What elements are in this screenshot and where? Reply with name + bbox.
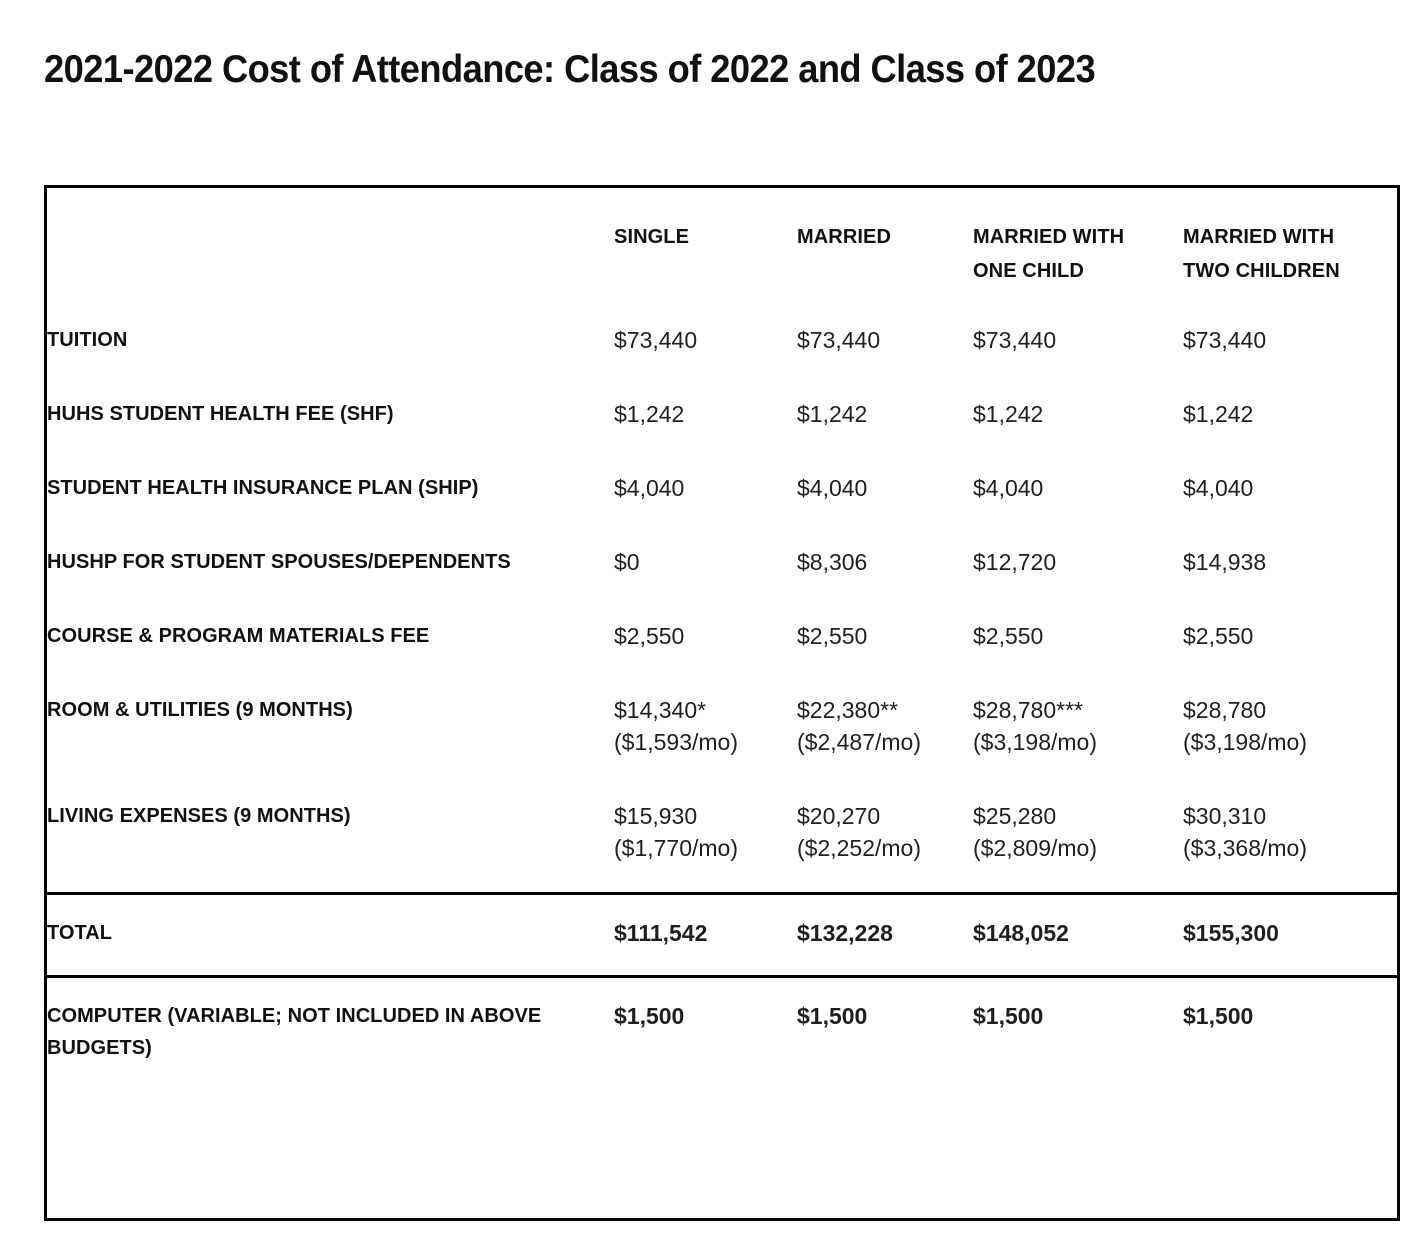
table-row	[47, 458, 1400, 532]
cell-value: $4,040	[1183, 475, 1254, 501]
cell-room-single	[614, 680, 797, 786]
cell-value: $30,310	[1183, 803, 1267, 829]
row-label-room-utilities: ROOM & UTILITIES (9 MONTHS)	[47, 699, 353, 721]
cell-value: $4,040	[614, 475, 685, 501]
cell-materials-married	[797, 606, 973, 680]
cell-subvalue: ($2,252/mo)	[797, 835, 922, 861]
cell-shf-married-two-children	[1183, 384, 1400, 458]
row-label-course-program-materials-fee: COURSE & PROGRAM MATERIALS FEE	[47, 625, 430, 647]
table-row	[47, 318, 1400, 384]
cell-value: $4,040	[973, 475, 1044, 501]
row-label-hushp-spouses-dependents: HUSHP FOR STUDENT SPOUSES/DEPENDENTS	[47, 551, 511, 573]
cell-value: $20,270	[797, 803, 881, 829]
table-row	[47, 680, 1400, 786]
cell-living-single	[614, 786, 797, 894]
cell-subvalue: ($2,809/mo)	[973, 835, 1098, 861]
cell-value: $8,306	[797, 549, 868, 575]
cell-value: $22,380**	[797, 697, 899, 723]
cell-hushp-married-one-child	[973, 532, 1183, 606]
cell-total-married-one-child: $148,052	[973, 894, 1183, 977]
cell-value: $1,242	[973, 401, 1044, 427]
cell-computer-single: $1,500	[614, 977, 797, 1095]
row-label-living-expenses: LIVING EXPENSES (9 MONTHS)	[47, 805, 351, 827]
cell-tuition-married-one-child	[973, 318, 1183, 384]
cell-living-married	[797, 786, 973, 894]
row-label-huhs-student-health-fee: HUHS STUDENT HEALTH FEE (SHF)	[47, 403, 394, 425]
cell-room-married-two-children	[1183, 680, 1400, 786]
table-body	[47, 318, 1400, 1094]
cost-of-attendance-table-container	[44, 185, 1400, 1221]
cell-hushp-married	[797, 532, 973, 606]
cell-computer-married-two-children: $1,500	[1183, 977, 1400, 1095]
cell-subvalue: ($3,198/mo)	[1183, 729, 1308, 755]
cell-subvalue: ($3,198/mo)	[973, 729, 1098, 755]
row-label-student-health-insurance-plan: STUDENT HEALTH INSURANCE PLAN (SHIP)	[47, 477, 479, 499]
cell-total-married-two-children: $155,300	[1183, 894, 1400, 977]
cell-ship-single	[614, 458, 797, 532]
cell-value: $28,780	[1183, 697, 1267, 723]
cell-hushp-single	[614, 532, 797, 606]
column-header-married: MARRIED	[797, 226, 892, 248]
cell-tuition-married	[797, 318, 973, 384]
cell-total-married: $132,228	[797, 894, 973, 977]
cell-value: $73,440	[614, 327, 698, 353]
row-label-tuition: TUITION	[47, 329, 128, 351]
cell-room-married	[797, 680, 973, 786]
cell-value: $14,340*	[614, 697, 707, 723]
column-header-single: SINGLE	[614, 226, 690, 248]
column-header-married-two-children: MARRIED WITH TWO CHILDREN	[1183, 226, 1340, 282]
cell-ship-married-two-children	[1183, 458, 1400, 532]
cell-value: $1,242	[797, 401, 868, 427]
cell-value: $0	[614, 549, 640, 575]
cell-value: $2,550	[797, 623, 868, 649]
table-row	[47, 606, 1400, 680]
cell-living-married-two-children	[1183, 786, 1400, 894]
cell-value: $73,440	[973, 327, 1057, 353]
cell-total-single: $111,542	[614, 894, 797, 977]
cell-tuition-single	[614, 318, 797, 384]
cell-value: $2,550	[973, 623, 1044, 649]
cell-tuition-married-two-children	[1183, 318, 1400, 384]
page-title: 2021-2022 Cost of Attendance: Class of 2022 and Class of 2023	[44, 48, 1096, 91]
cell-value: $4,040	[797, 475, 868, 501]
row-label-total: TOTAL	[47, 894, 614, 977]
cell-computer-married: $1,500	[797, 977, 973, 1095]
row-label-computer: COMPUTER (VARIABLE; NOT INCLUDED IN ABOVE BUDGETS)	[47, 977, 614, 1095]
cell-subvalue: ($3,368/mo)	[1183, 835, 1308, 861]
cell-value: $25,280	[973, 803, 1057, 829]
cell-materials-single	[614, 606, 797, 680]
cell-subvalue: ($1,770/mo)	[614, 835, 739, 861]
cell-materials-married-two-children	[1183, 606, 1400, 680]
cell-materials-married-one-child	[973, 606, 1183, 680]
cell-computer-married-one-child: $1,500	[973, 977, 1183, 1095]
cell-ship-married	[797, 458, 973, 532]
table-row	[47, 786, 1400, 894]
column-header-married-one-child: MARRIED WITH ONE CHILD	[973, 226, 1125, 282]
table-header	[47, 188, 1400, 318]
cell-value: $12,720	[973, 549, 1057, 575]
cell-subvalue: ($2,487/mo)	[797, 729, 922, 755]
table-total-row	[47, 894, 1400, 977]
cell-value: $2,550	[614, 623, 685, 649]
cell-shf-married	[797, 384, 973, 458]
cell-value: $14,938	[1183, 549, 1267, 575]
column-header-label	[47, 188, 614, 318]
cell-value: $73,440	[1183, 327, 1267, 353]
cell-value: $73,440	[797, 327, 881, 353]
cell-shf-single	[614, 384, 797, 458]
cell-hushp-married-two-children	[1183, 532, 1400, 606]
cell-ship-married-one-child	[973, 458, 1183, 532]
cell-value: $28,780***	[973, 697, 1083, 723]
table-row	[47, 532, 1400, 606]
cell-value: $2,550	[1183, 623, 1254, 649]
cell-living-married-one-child	[973, 786, 1183, 894]
cell-room-married-one-child	[973, 680, 1183, 786]
cell-value: $1,242	[1183, 401, 1254, 427]
cell-value: $1,242	[614, 401, 685, 427]
cell-shf-married-one-child	[973, 384, 1183, 458]
table-computer-row	[47, 977, 1400, 1095]
cell-subvalue: ($1,593/mo)	[614, 729, 739, 755]
table-row	[47, 384, 1400, 458]
table-header-row	[47, 188, 1400, 318]
cost-of-attendance-table	[47, 188, 1400, 1094]
cell-value: $15,930	[614, 803, 698, 829]
